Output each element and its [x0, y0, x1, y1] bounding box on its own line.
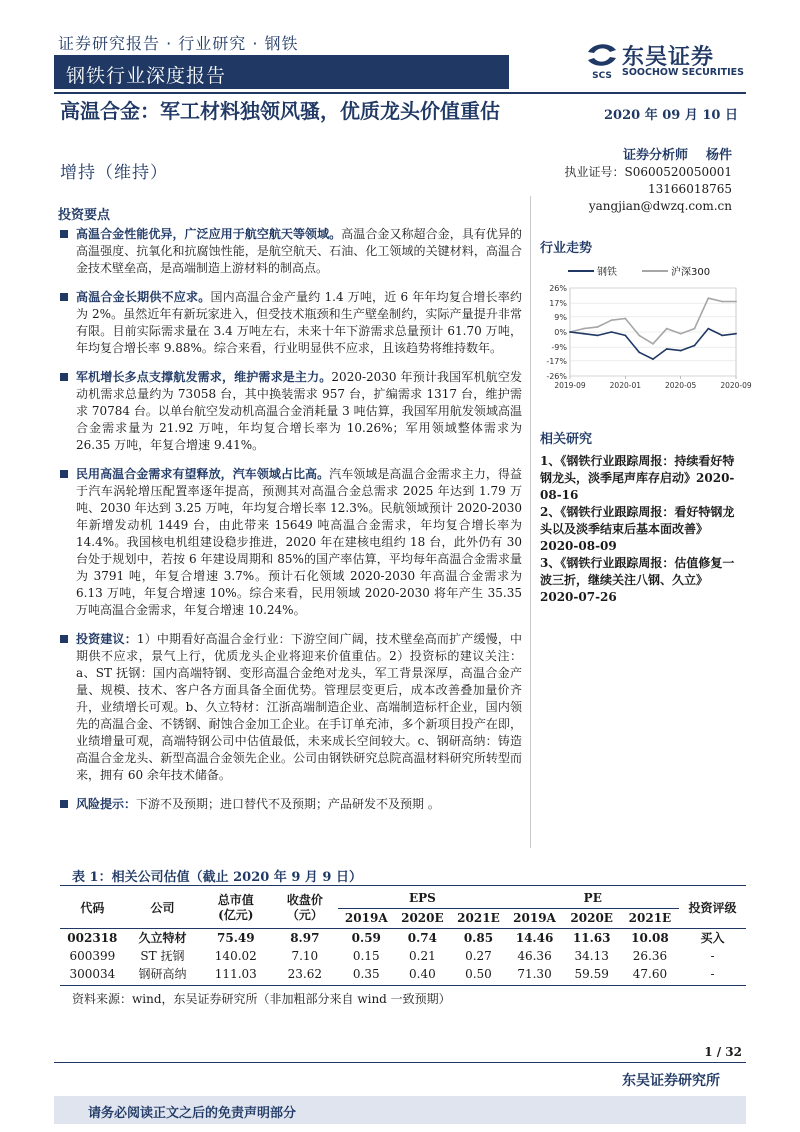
analyst-license: 执业证号：S0600520050001	[564, 165, 732, 179]
cell-value: 0.50	[465, 966, 492, 981]
data-point	[707, 328, 709, 330]
key-point	[60, 796, 522, 813]
th-mktcap: 总市值 (亿元)	[217, 892, 254, 922]
x-tick-label: 2020-09	[720, 381, 752, 390]
key-point	[60, 289, 522, 357]
data-point	[611, 319, 613, 321]
cell-value: 71.30	[517, 966, 552, 981]
data-point	[680, 333, 682, 335]
trend-chart	[540, 258, 752, 390]
page-number: 1 / 32	[704, 1045, 742, 1059]
logo-mark-icon	[584, 38, 620, 82]
related-title[interactable]: 3、《钢铁行业跟踪周报：估值修复一波三折，继续关注八钢、久立》	[540, 556, 735, 587]
report-title: 高温合金：军工材料独领风骚，优质龙头价值重估	[60, 99, 500, 123]
data-point	[611, 331, 613, 333]
y-tick-label: 0%	[554, 328, 567, 337]
data-point	[680, 350, 682, 352]
cell-value: 10.08	[631, 930, 669, 945]
disclaimer-text[interactable]: 请务必阅读正文之后的免责声明部分	[88, 1106, 297, 1121]
cell-code: 002318	[67, 930, 118, 945]
x-tick-label: 2020-05	[664, 381, 697, 390]
data-point	[694, 345, 696, 347]
legend	[568, 265, 710, 278]
data-point	[721, 334, 723, 336]
related-heading: 相关研究	[540, 432, 593, 447]
cell-price: 23.62	[287, 966, 322, 981]
valuation-table-wrap	[60, 888, 746, 983]
bullet-square-icon	[60, 230, 68, 238]
th-pe: PE	[506, 888, 679, 908]
data-point	[597, 334, 599, 336]
cell-company: 钢研高纳	[138, 967, 187, 981]
cell-mktcap: 75.49	[217, 930, 255, 945]
th-eps: EPS	[338, 888, 506, 908]
analyst-phone: 13166018765	[648, 182, 732, 196]
header-rule	[54, 92, 746, 94]
related-item[interactable]	[540, 555, 740, 606]
key-point-body: 下游不及预期；进口替代不及预期；产品研发不及预期 。	[136, 797, 440, 811]
report-date: 2020 年 09 月 10 日	[604, 108, 738, 123]
th-year: 2021E	[457, 911, 500, 925]
cell-company: ST 抚钢	[140, 949, 185, 963]
data-point	[666, 348, 668, 350]
key-point-lead: 军机增长多点支撑航发需求，维护需求是主力。	[76, 370, 332, 384]
key-point-body: 汽车领域是高温合金需求主力，得益于汽车涡轮增压配置率逐年提高，预测其对高温合金总需求 2025 年达到 1.79 万吨、2030 年达到 3.25 万吨，年均复合增长率 12.3%。民航领域预计 2020-2030 年新增发动机 1449 台，由此带来 15649 吨高温合金需求，年均复合增长率为 14.4%。我国核电机组建设稳步推进，2020 年在建核电组约 18 台，此外仍有 30 台处于规划中，若按 6 年建设周期和 85%的国产率估算，平均每年高温合金需求量为 3791 吨，年复合增速 3.7%。预计石化领域 2020-2030 年高温合金需求为 6.13 万吨，年复合增速 10%。综合来看，民用领域 2020-2030 将年产生 35.35 万吨高温合金需求，年复合增速 10.24%。	[76, 467, 522, 617]
table-row	[60, 947, 746, 965]
y-tick-label: -26%	[546, 372, 567, 381]
related-item[interactable]	[540, 453, 740, 504]
related-title[interactable]: 1、《钢铁行业跟踪周报：持续看好特钢龙头，淡季尾声库存启动》	[540, 454, 735, 485]
legend-label-hs300: 沪深300	[671, 267, 711, 278]
th-code: 代码	[80, 901, 105, 916]
cell-value: 0.40	[409, 966, 436, 981]
cell-value: 0.35	[352, 966, 380, 981]
data-point	[707, 297, 709, 299]
cell-code: 600399	[69, 948, 116, 963]
footer-rule	[54, 1062, 746, 1063]
data-point	[735, 301, 737, 303]
cell-value: 0.74	[407, 930, 437, 945]
cell-rating: -	[710, 948, 715, 963]
data-point	[624, 334, 626, 336]
cell-rating: 买入	[700, 931, 725, 945]
data-point	[638, 351, 640, 353]
key-point-body: 高温合金又称超合金，具有优异的高温强度、抗氧化和抗腐蚀性能，是航空航天、石油、化工领域的关键材料，高温合金技术壁垒高，是高端制造上游材料的制高点。	[76, 227, 522, 275]
cell-mktcap: 111.03	[214, 966, 257, 981]
related-date: 2020-08-09	[540, 539, 617, 553]
analyst-info	[565, 147, 732, 215]
bullet-square-icon	[60, 293, 68, 301]
bullet-square-icon	[60, 800, 68, 808]
logo-mark-text: SCS	[592, 71, 612, 81]
data-point	[652, 358, 654, 360]
data-point	[735, 333, 737, 335]
th-year: 2020E	[570, 911, 613, 925]
column-divider	[530, 196, 531, 848]
cell-value: 11.63	[572, 930, 611, 945]
x-tick-label: 2020-01	[609, 381, 642, 390]
cell-value: 14.46	[515, 930, 554, 945]
cell-code: 300034	[69, 966, 116, 981]
data-point	[624, 318, 626, 320]
th-year: 2019A	[344, 911, 388, 925]
report-type: 钢铁行业深度报告	[66, 65, 227, 87]
analyst-role: 证券分析师	[622, 148, 688, 163]
cell-value: 34.13	[574, 948, 609, 963]
cell-value: 0.27	[465, 948, 492, 963]
cell-value: 47.60	[632, 966, 668, 981]
th-year: 2021E	[628, 911, 672, 925]
logo-en: SOOCHOW SECURITIES	[622, 67, 744, 78]
related-title[interactable]: 2、《钢铁行业跟踪周报：看好特钢龙头以及淡季结束后基本面改善》	[540, 505, 735, 536]
key-point	[60, 631, 522, 784]
y-tick-label: -17%	[546, 356, 567, 366]
related-item[interactable]	[540, 504, 740, 555]
key-point	[60, 369, 522, 454]
data-point	[652, 343, 654, 345]
table-title: 表 1：相关公司估值（截止 2020 年 9 月 9 日）	[72, 870, 362, 885]
th-company: 公司	[150, 901, 175, 916]
data-point	[597, 326, 599, 328]
cell-price: 7.10	[291, 948, 319, 963]
related-list	[540, 453, 740, 606]
cell-value: 26.36	[632, 948, 668, 963]
key-point-lead: 风险提示：	[76, 797, 137, 811]
y-tick-label: 9%	[554, 312, 567, 322]
cell-company: 久立特材	[138, 931, 187, 945]
analyst-email[interactable]: yangjian@dwzq.com.cn	[588, 199, 732, 213]
y-tick-label: 26%	[549, 284, 567, 293]
report-type-band	[54, 55, 509, 89]
cell-value: 0.21	[409, 948, 436, 963]
cell-value: 46.36	[517, 948, 552, 963]
cell-rating: -	[710, 966, 715, 981]
data-point	[583, 333, 585, 335]
series-line-hs300	[570, 298, 736, 344]
data-point	[666, 328, 668, 330]
legend-label-steel: 钢铁	[597, 267, 617, 278]
data-point	[721, 301, 723, 303]
y-tick-label: -9%	[551, 343, 567, 353]
table-top-rule	[60, 885, 746, 886]
cell-value: 0.59	[351, 930, 381, 945]
valuation-table	[60, 888, 746, 983]
th-year: 2019A	[513, 911, 556, 925]
table-row	[60, 928, 746, 947]
cell-value: 0.85	[463, 930, 494, 945]
table-bottom-rule	[60, 985, 746, 986]
analyst-name: 杨件	[705, 148, 732, 163]
related-date: 2020-07-26	[540, 590, 617, 604]
related-date: 2020-08-16	[540, 471, 735, 502]
breadcrumb: 证券研究报告 · 行业研究 · 钢铁	[58, 34, 299, 53]
data-point	[569, 331, 571, 333]
key-point-lead: 高温合金性能优异，广泛应用于航空航天等领域。	[76, 227, 342, 241]
th-rating: 投资评级	[688, 901, 737, 916]
key-point-lead: 民用高温合金需求有望释放，汽车领域占比高。	[76, 467, 330, 481]
footer-org: 东吴证券研究所	[622, 1073, 720, 1089]
th-year: 2020E	[401, 911, 444, 925]
rating: 增持（维持）	[60, 163, 168, 183]
key-point-body: 1）中期看好高温合金行业：下游空间广阔，技术壁垒高而扩产缓慢，中期供不应求，景气上行，优质龙头企业将迎来价值重估。2）投资标的建议关注：a、ST 抚钢：国内高端特钢、变形高温合金绝对龙头，军工背景深厚，高温合金产量、规模、技术、客户各方面具备全面优势。管理层变更后，成本改善叠加量价齐升，业绩增长可观。b、久立特材：江浙高端制造企业、高端制造标杆企业，国内领先的高温合金、不锈钢、耐蚀合金加工企业。在手订单充沛，多个新项目投产在即，业绩增量可观，高端特钢公司中估值最低，未来成长空间较大。c、钢研高纳：铸造高温合金龙头、新型高温合金领先企业。公司由钢铁研究总院高温材料研究所转型而来，拥有 60 余年技术储备。	[76, 632, 522, 782]
key-points-heading: 投资要点	[58, 208, 111, 223]
th-price: 收盘价 （元）	[286, 892, 323, 922]
table-row	[60, 965, 746, 983]
key-point-lead: 高温合金长期供不应求。	[76, 290, 211, 304]
bullet-square-icon	[60, 635, 68, 643]
disclaimer-band	[54, 1096, 746, 1124]
key-point	[60, 466, 522, 619]
company-logo	[584, 38, 749, 82]
y-tick-label: 17%	[549, 299, 567, 309]
bullet-square-icon	[60, 373, 68, 381]
cell-value: 0.15	[352, 948, 380, 963]
logo-cn: 东吴证券	[622, 45, 715, 70]
x-tick-label: 2019-09	[554, 381, 586, 390]
bullet-square-icon	[60, 470, 68, 478]
data-point	[638, 334, 640, 336]
cell-mktcap: 140.02	[214, 948, 257, 963]
data-point	[583, 328, 585, 330]
key-point-lead: 投资建议：	[76, 632, 137, 646]
trend-heading: 行业走势	[540, 241, 593, 256]
key-point-body: 2020-2030 年预计我国军机航空发动机需求总量约为 73058 台，其中换装需求 957 台，扩编需求 1317 台，维护需求 70784 台。以单台航空发动机高温合金消耗量 3 吨估算，我国军用航发领域高温合金需求量为 21.92 万吨，年均复合增长率为 10.26%；军用领域整体需求为 26.35 万吨，年复合增速 9.41%。	[76, 370, 522, 452]
key-points-body	[60, 226, 522, 825]
cell-price: 8.97	[290, 930, 320, 945]
key-point-body: 国内高温合金产量约 1.4 万吨，近 6 年年均复合增长率约为 2%。虽然近年有新玩家进入，但受技术瓶颈和生产壁垒制约，实际产量提升非常有限。目前实际需求量在 3.4 万吨左右，未来十年下游需求总量预计 61.70 万吨，年均复合增长率 9.88%。综合来看，行业明显供不应求，且该趋势将维持数年。	[76, 290, 522, 355]
key-point	[60, 226, 522, 277]
table-source: 资料来源：wind，东吴证券研究所（非加粗部分来自 wind 一致预期）	[72, 992, 451, 1006]
cell-value: 59.59	[574, 966, 609, 981]
data-point	[694, 328, 696, 330]
